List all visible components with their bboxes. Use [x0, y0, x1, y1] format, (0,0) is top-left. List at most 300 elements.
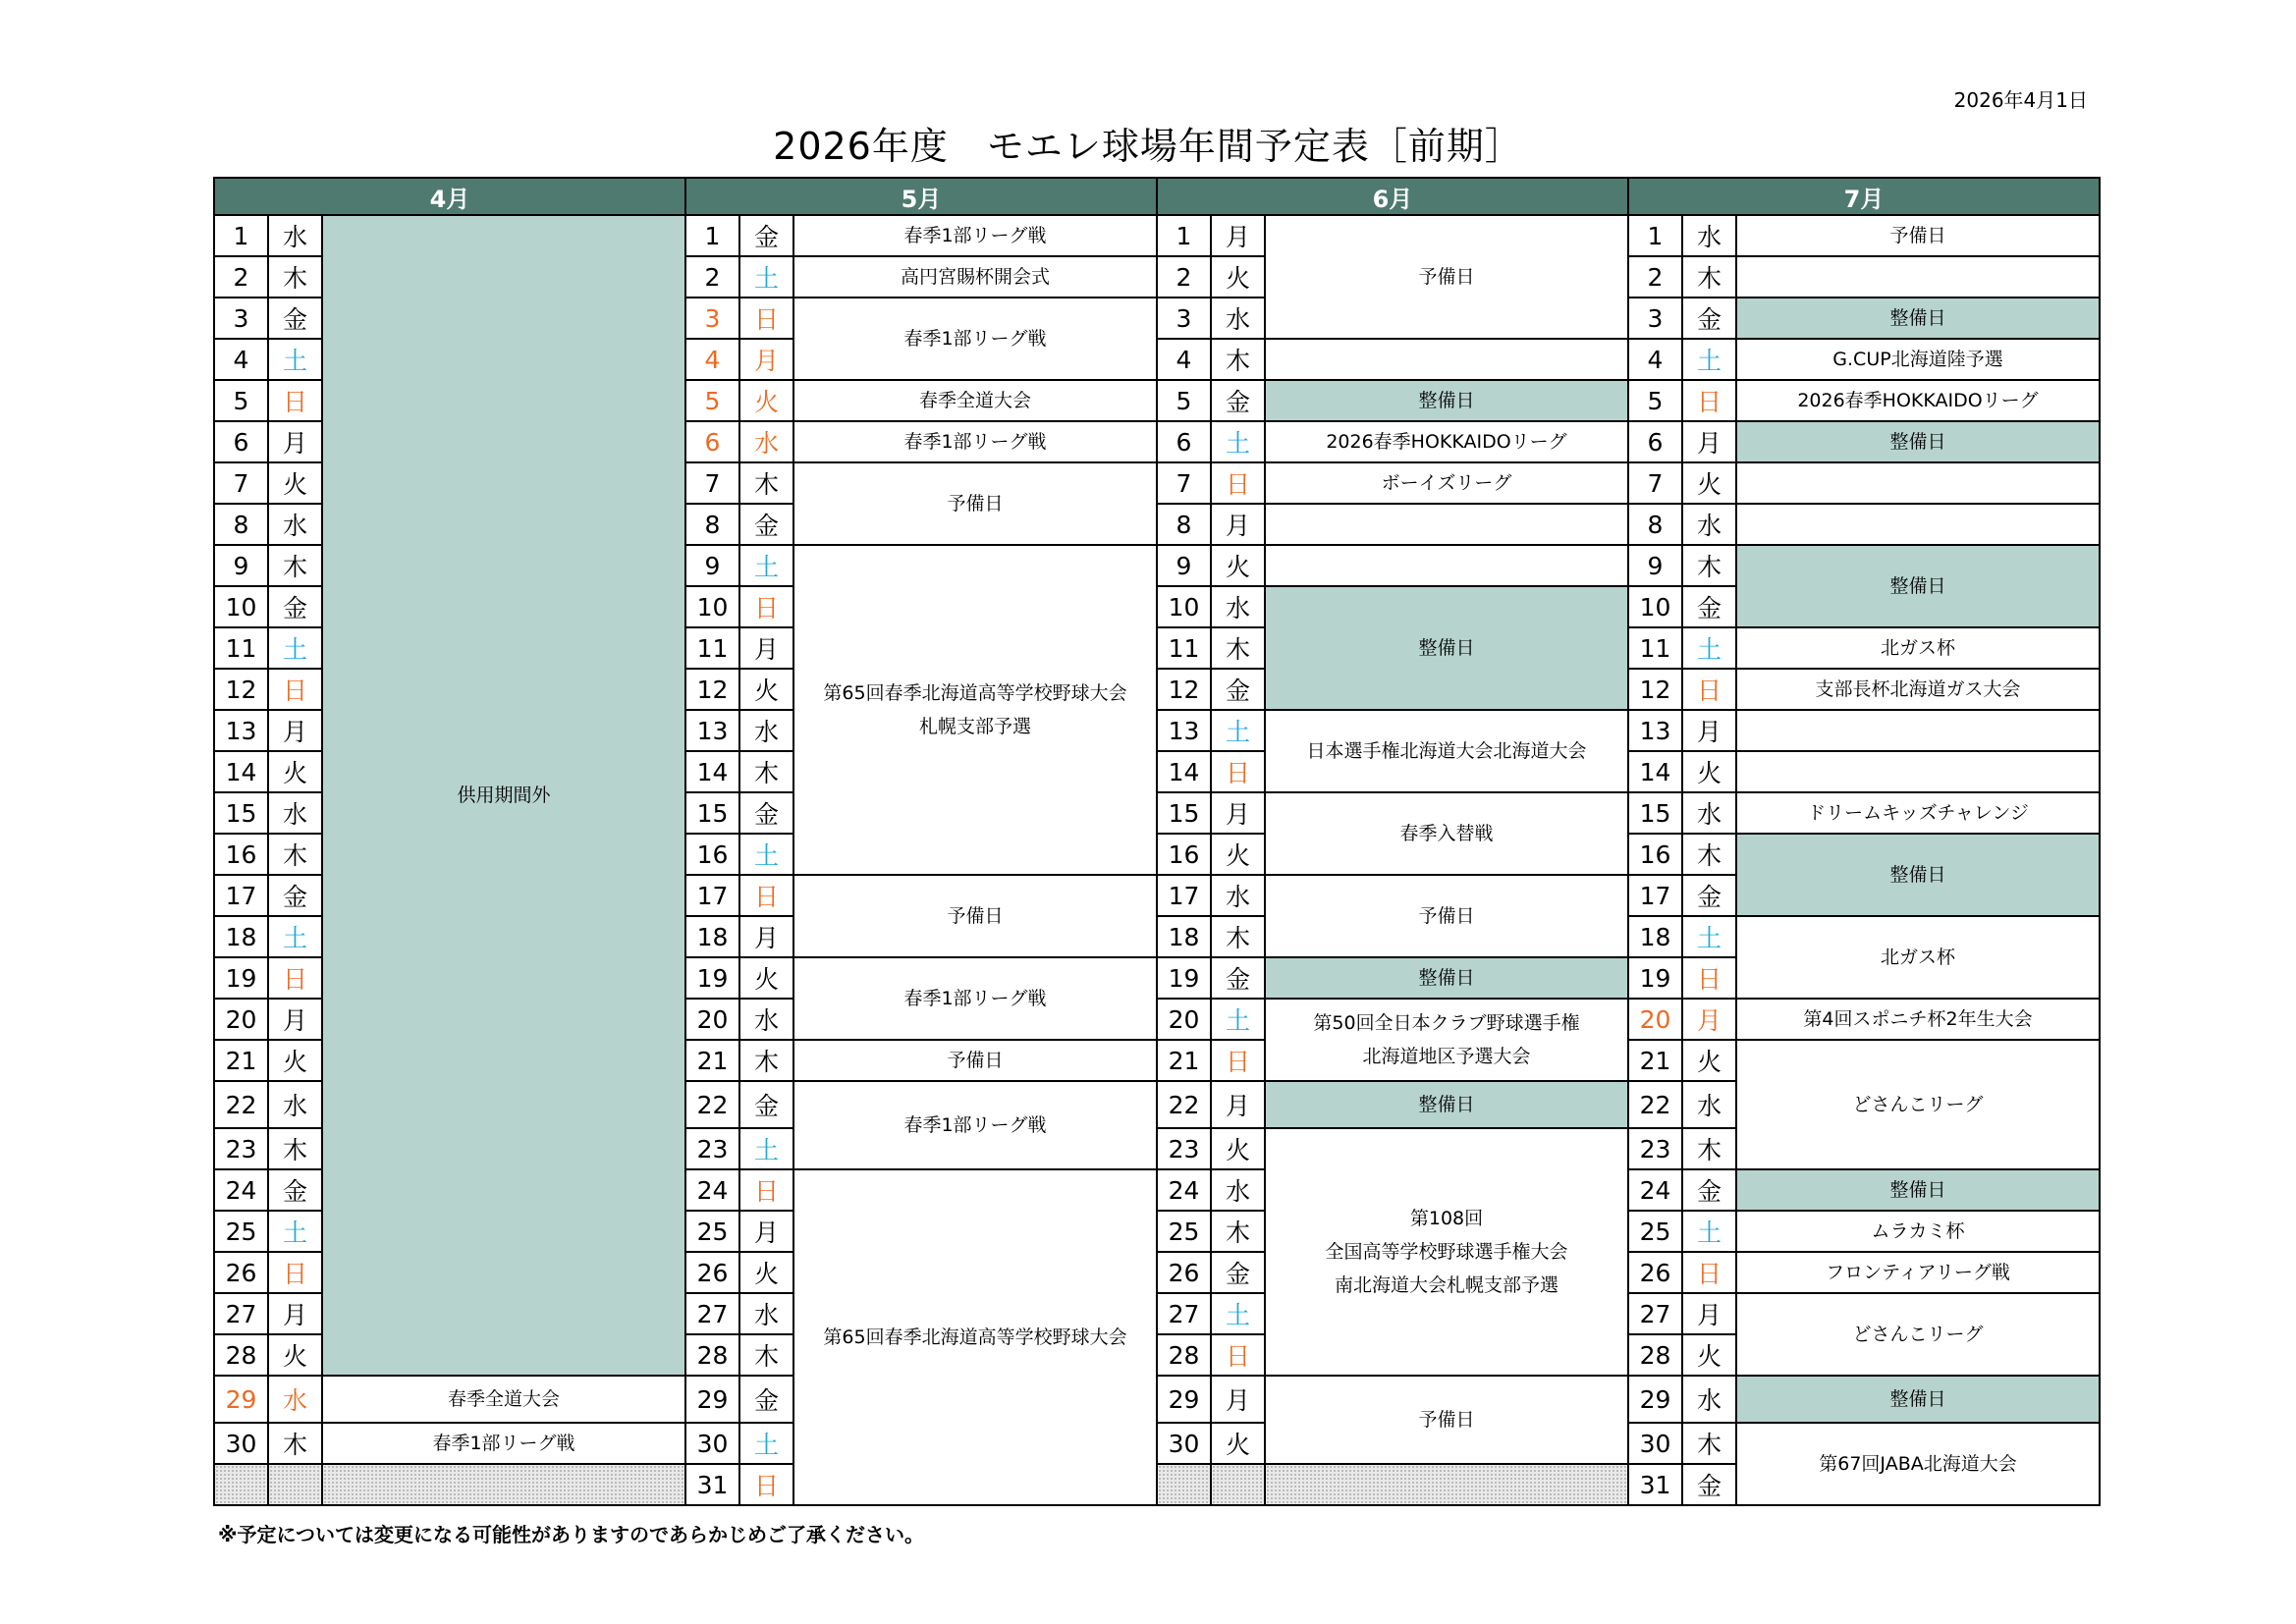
event-text: G.CUP北海道陸予選 — [1832, 349, 2003, 370]
date-cell-april: 20 — [214, 999, 268, 1040]
weekday-cell-may: 金 — [739, 215, 793, 256]
weekday-cell-june: 金 — [1211, 380, 1265, 421]
date-cell-june: 18 — [1157, 916, 1211, 957]
event-text: 整備日 — [1418, 1094, 1475, 1115]
weekday-cell-april: 日 — [268, 1252, 322, 1293]
weekday-cell-july: 水 — [1682, 1081, 1736, 1128]
event-text: 南北海道大会札幌支部予選 — [1334, 1274, 1558, 1296]
date-cell-may: 3 — [685, 298, 739, 339]
weekday-cell-july: 土 — [1682, 916, 1736, 957]
event-text: 春季入替戦 — [1399, 823, 1494, 844]
event-text: 全国高等学校野球選手権大会 — [1325, 1241, 1568, 1263]
date-cell-july: 1 — [1628, 215, 1682, 256]
event-cell-july — [1736, 256, 2100, 298]
weekday-cell-june: 金 — [1211, 669, 1265, 710]
event-text: 予備日 — [1889, 225, 1946, 246]
weekday-cell-april: 水 — [268, 215, 322, 256]
event-cell-may — [793, 957, 1157, 1040]
event-text: 春季1部リーグ戦 — [903, 328, 1047, 350]
weekday-cell-may: 火 — [739, 1252, 793, 1293]
weekday-cell-july: 日 — [1682, 1252, 1736, 1293]
weekday-cell-june: 日 — [1211, 751, 1265, 792]
weekday-cell-june — [1211, 1464, 1265, 1505]
event-text: 整備日 — [1889, 431, 1946, 453]
issue-date: 2026年4月1日 — [1953, 88, 2088, 112]
date-cell-april: 13 — [214, 710, 268, 751]
weekday-cell-july: 木 — [1682, 1423, 1736, 1464]
weekday-cell-june: 日 — [1211, 1334, 1265, 1376]
date-cell-may: 28 — [685, 1334, 739, 1376]
event-cell-june — [1265, 421, 1628, 462]
event-cell-july — [1736, 215, 2100, 256]
weekday-cell-june: 日 — [1211, 462, 1265, 504]
event-cell-july — [1736, 1376, 2100, 1423]
schedule-table — [213, 177, 2101, 1506]
weekday-cell-may: 日 — [739, 586, 793, 627]
event-cell-july — [1736, 751, 2100, 792]
date-cell-july: 19 — [1628, 957, 1682, 999]
weekday-cell-april: 日 — [268, 957, 322, 999]
weekday-cell-april: 火 — [268, 751, 322, 792]
weekday-cell-may: 水 — [739, 421, 793, 462]
date-cell-april: 15 — [214, 792, 268, 834]
date-cell-april: 30 — [214, 1423, 268, 1464]
event-text: 予備日 — [1418, 905, 1475, 927]
event-text: 支部長杯北海道ガス大会 — [1815, 678, 2021, 700]
event-text: 整備日 — [1418, 637, 1475, 659]
schedule-body — [214, 215, 2100, 1505]
weekday-cell-may: 日 — [739, 1169, 793, 1211]
weekday-cell-april: 木 — [268, 1423, 322, 1464]
date-cell-june: 21 — [1157, 1040, 1211, 1081]
date-cell-april: 5 — [214, 380, 268, 421]
weekday-cell-april: 月 — [268, 421, 322, 462]
date-cell-july: 6 — [1628, 421, 1682, 462]
date-cell-july: 23 — [1628, 1128, 1682, 1169]
event-text: 高円宮賜杯開会式 — [900, 266, 1050, 288]
event-text: 整備日 — [1889, 575, 1946, 597]
weekday-cell-may: 木 — [739, 751, 793, 792]
event-cell-june — [1265, 462, 1628, 504]
date-cell-july: 27 — [1628, 1293, 1682, 1334]
event-text: ムラカミ杯 — [1871, 1220, 1965, 1242]
event-cell-july — [1736, 462, 2100, 504]
date-cell-july: 26 — [1628, 1252, 1682, 1293]
event-cell-may — [793, 1169, 1157, 1505]
weekday-cell-april: 土 — [268, 627, 322, 669]
date-cell-april: 4 — [214, 339, 268, 380]
weekday-cell-july: 土 — [1682, 339, 1736, 380]
page-title: 2026年度 モエレ球場年間予定表［前期］ — [773, 125, 1523, 168]
date-cell-may: 9 — [685, 545, 739, 586]
weekday-cell-july: 日 — [1682, 957, 1736, 999]
weekday-cell-june: 月 — [1211, 1081, 1265, 1128]
date-cell-june: 10 — [1157, 586, 1211, 627]
date-cell-july: 3 — [1628, 298, 1682, 339]
event-cell-april — [322, 1423, 685, 1464]
date-cell-june: 11 — [1157, 627, 1211, 669]
date-cell-may: 12 — [685, 669, 739, 710]
weekday-cell-may: 金 — [739, 1081, 793, 1128]
month-header-june: 6月 — [1157, 178, 1628, 215]
date-cell-july: 4 — [1628, 339, 1682, 380]
date-cell-june — [1157, 1464, 1211, 1505]
event-text: どさんこリーグ — [1852, 1324, 1984, 1345]
date-cell-july: 30 — [1628, 1423, 1682, 1464]
event-cell-july — [1736, 1169, 2100, 1211]
date-cell-june: 4 — [1157, 339, 1211, 380]
weekday-cell-june: 土 — [1211, 710, 1265, 751]
event-text: 第67回JABA北海道大会 — [1819, 1453, 2017, 1475]
event-text: 整備日 — [1889, 307, 1946, 329]
event-text: 供用期間外 — [457, 785, 551, 806]
date-cell-july: 5 — [1628, 380, 1682, 421]
weekday-cell-april: 木 — [268, 1128, 322, 1169]
date-cell-june: 23 — [1157, 1128, 1211, 1169]
event-cell-may — [793, 215, 1157, 256]
weekday-cell-april: 水 — [268, 792, 322, 834]
event-text: 予備日 — [1418, 1409, 1475, 1431]
weekday-cell-july: 水 — [1682, 504, 1736, 545]
date-cell-april: 24 — [214, 1169, 268, 1211]
date-cell-april: 21 — [214, 1040, 268, 1081]
date-cell-july: 25 — [1628, 1211, 1682, 1252]
weekday-cell-june: 木 — [1211, 627, 1265, 669]
event-cell-june — [1265, 1128, 1628, 1376]
date-cell-april: 7 — [214, 462, 268, 504]
weekday-cell-june: 月 — [1211, 504, 1265, 545]
weekday-cell-july: 火 — [1682, 1334, 1736, 1376]
event-text: 春季1部リーグ戦 — [903, 431, 1047, 453]
event-text: 春季1部リーグ戦 — [903, 988, 1047, 1009]
date-cell-may: 14 — [685, 751, 739, 792]
event-cell-may — [793, 1081, 1157, 1169]
date-cell-may: 2 — [685, 256, 739, 298]
event-cell-may — [793, 256, 1157, 298]
weekday-cell-june: 火 — [1211, 834, 1265, 875]
event-cell-june — [1265, 1081, 1628, 1128]
weekday-cell-may: 日 — [739, 875, 793, 916]
date-cell-july: 11 — [1628, 627, 1682, 669]
event-cell-june — [1265, 1464, 1628, 1505]
date-cell-april: 10 — [214, 586, 268, 627]
weekday-cell-april: 金 — [268, 875, 322, 916]
weekday-cell-july: 月 — [1682, 1293, 1736, 1334]
weekday-cell-june: 火 — [1211, 256, 1265, 298]
weekday-cell-may: 月 — [739, 627, 793, 669]
weekday-cell-july: 日 — [1682, 669, 1736, 710]
weekday-cell-may: 木 — [739, 462, 793, 504]
table-row — [214, 1423, 2100, 1464]
date-cell-june: 25 — [1157, 1211, 1211, 1252]
weekday-cell-june: 火 — [1211, 1423, 1265, 1464]
weekday-cell-may: 月 — [739, 339, 793, 380]
weekday-cell-april: 木 — [268, 256, 322, 298]
date-cell-june: 3 — [1157, 298, 1211, 339]
date-cell-july: 9 — [1628, 545, 1682, 586]
weekday-cell-april: 月 — [268, 1293, 322, 1334]
weekday-cell-april: 火 — [268, 1334, 322, 1376]
weekday-cell-april: 月 — [268, 710, 322, 751]
weekday-cell-may: 土 — [739, 1128, 793, 1169]
event-text: 整備日 — [1418, 390, 1475, 411]
date-cell-july: 18 — [1628, 916, 1682, 957]
weekday-cell-july: 月 — [1682, 421, 1736, 462]
weekday-cell-april: 金 — [268, 586, 322, 627]
date-cell-april: 19 — [214, 957, 268, 999]
event-text: 整備日 — [1889, 1179, 1946, 1201]
event-cell-april — [322, 1464, 685, 1505]
date-cell-april: 3 — [214, 298, 268, 339]
event-cell-june — [1265, 875, 1628, 957]
date-cell-june: 19 — [1157, 957, 1211, 999]
weekday-cell-april: 土 — [268, 916, 322, 957]
date-cell-june: 1 — [1157, 215, 1211, 256]
weekday-cell-april: 火 — [268, 462, 322, 504]
date-cell-april: 18 — [214, 916, 268, 957]
date-cell-june: 5 — [1157, 380, 1211, 421]
event-cell-may — [793, 298, 1157, 380]
date-cell-july: 7 — [1628, 462, 1682, 504]
date-cell-may: 13 — [685, 710, 739, 751]
event-text: ドリームキッズチャレンジ — [1807, 802, 2029, 824]
date-cell-july: 16 — [1628, 834, 1682, 875]
event-cell-june — [1265, 339, 1628, 380]
date-cell-may: 15 — [685, 792, 739, 834]
weekday-cell-july: 木 — [1682, 545, 1736, 586]
weekday-cell-may: 水 — [739, 999, 793, 1040]
weekday-cell-may: 水 — [739, 710, 793, 751]
weekday-cell-may: 金 — [739, 504, 793, 545]
date-cell-may: 16 — [685, 834, 739, 875]
date-cell-june: 6 — [1157, 421, 1211, 462]
event-cell-july — [1736, 710, 2100, 751]
event-cell-may — [793, 875, 1157, 957]
date-cell-july: 21 — [1628, 1040, 1682, 1081]
event-cell-july — [1736, 999, 2100, 1040]
date-cell-july: 12 — [1628, 669, 1682, 710]
date-cell-may: 8 — [685, 504, 739, 545]
weekday-cell-april: 火 — [268, 1040, 322, 1081]
date-cell-july: 31 — [1628, 1464, 1682, 1505]
event-text: 北ガス杯 — [1880, 947, 1955, 968]
weekday-cell-may: 水 — [739, 1293, 793, 1334]
date-cell-july: 10 — [1628, 586, 1682, 627]
weekday-cell-may: 月 — [739, 1211, 793, 1252]
weekday-cell-april: 日 — [268, 380, 322, 421]
date-cell-june: 14 — [1157, 751, 1211, 792]
weekday-cell-april: 水 — [268, 504, 322, 545]
weekday-cell-july: 木 — [1682, 1128, 1736, 1169]
weekday-cell-july: 金 — [1682, 298, 1736, 339]
date-cell-june: 20 — [1157, 999, 1211, 1040]
date-cell-june: 26 — [1157, 1252, 1211, 1293]
date-cell-april: 27 — [214, 1293, 268, 1334]
event-cell-may — [793, 545, 1157, 875]
date-cell-july: 24 — [1628, 1169, 1682, 1211]
date-cell-april: 9 — [214, 545, 268, 586]
date-cell-april: 11 — [214, 627, 268, 669]
weekday-cell-april: 水 — [268, 1081, 322, 1128]
event-text: 第4回スポニチ杯2年生大会 — [1803, 1008, 2033, 1030]
event-cell-june — [1265, 792, 1628, 875]
weekday-cell-may: 金 — [739, 1376, 793, 1423]
date-cell-june: 27 — [1157, 1293, 1211, 1334]
event-cell-may — [793, 462, 1157, 545]
weekday-cell-may: 日 — [739, 298, 793, 339]
date-cell-april: 14 — [214, 751, 268, 792]
event-cell-june — [1265, 586, 1628, 710]
date-cell-july: 22 — [1628, 1081, 1682, 1128]
weekday-cell-may: 日 — [739, 1464, 793, 1505]
event-cell-july — [1736, 916, 2100, 999]
weekday-cell-july: 金 — [1682, 1464, 1736, 1505]
weekday-cell-june: 月 — [1211, 1376, 1265, 1423]
weekday-cell-july: 金 — [1682, 875, 1736, 916]
date-cell-april: 25 — [214, 1211, 268, 1252]
event-cell-july — [1736, 834, 2100, 916]
date-cell-april: 22 — [214, 1081, 268, 1128]
event-cell-july — [1736, 1040, 2100, 1169]
date-cell-july: 14 — [1628, 751, 1682, 792]
date-cell-april: 26 — [214, 1252, 268, 1293]
weekday-cell-may: 土 — [739, 834, 793, 875]
date-cell-may: 11 — [685, 627, 739, 669]
event-cell-july — [1736, 1293, 2100, 1376]
date-cell-may: 23 — [685, 1128, 739, 1169]
event-text: 整備日 — [1418, 967, 1475, 989]
table-row — [214, 1376, 2100, 1423]
weekday-cell-june: 火 — [1211, 545, 1265, 586]
weekday-cell-july: 土 — [1682, 1211, 1736, 1252]
event-text: 2026春季HOKKAIDOリーグ — [1797, 390, 2039, 411]
weekday-cell-july: 水 — [1682, 1376, 1736, 1423]
date-cell-july: 28 — [1628, 1334, 1682, 1376]
date-cell-june: 17 — [1157, 875, 1211, 916]
event-cell-june — [1265, 1376, 1628, 1464]
date-cell-may: 20 — [685, 999, 739, 1040]
weekday-cell-may: 土 — [739, 256, 793, 298]
date-cell-may: 29 — [685, 1376, 739, 1423]
event-text: 第50回全日本クラブ野球選手権 — [1313, 1012, 1580, 1034]
event-text: 第65回春季北海道高等学校野球大会 — [823, 1326, 1127, 1348]
weekday-cell-june: 金 — [1211, 1252, 1265, 1293]
event-text: 2026春季HOKKAIDOリーグ — [1326, 431, 1567, 453]
event-cell-june — [1265, 957, 1628, 999]
weekday-cell-june: 木 — [1211, 1211, 1265, 1252]
weekday-cell-april: 日 — [268, 669, 322, 710]
date-cell-may: 6 — [685, 421, 739, 462]
weekday-cell-july: 土 — [1682, 627, 1736, 669]
date-cell-july: 8 — [1628, 504, 1682, 545]
weekday-cell-june: 水 — [1211, 586, 1265, 627]
date-cell-june: 2 — [1157, 256, 1211, 298]
weekday-cell-july: 金 — [1682, 1169, 1736, 1211]
event-text: 予備日 — [947, 493, 1004, 514]
weekday-cell-may: 木 — [739, 1040, 793, 1081]
event-cell-july — [1736, 380, 2100, 421]
event-text: 予備日 — [947, 905, 1004, 927]
date-cell-july: 17 — [1628, 875, 1682, 916]
date-cell-may: 24 — [685, 1169, 739, 1211]
date-cell-june: 8 — [1157, 504, 1211, 545]
date-cell-june: 22 — [1157, 1081, 1211, 1128]
event-cell-may — [793, 1040, 1157, 1081]
weekday-cell-june: 火 — [1211, 1128, 1265, 1169]
weekday-cell-april: 月 — [268, 999, 322, 1040]
date-cell-may: 4 — [685, 339, 739, 380]
event-text: 春季全道大会 — [447, 1388, 560, 1410]
date-cell-may: 1 — [685, 215, 739, 256]
event-cell-july — [1736, 1423, 2100, 1505]
date-cell-july: 29 — [1628, 1376, 1682, 1423]
date-cell-july: 15 — [1628, 792, 1682, 834]
weekday-cell-june: 月 — [1211, 215, 1265, 256]
weekday-cell-may: 火 — [739, 380, 793, 421]
date-cell-june: 16 — [1157, 834, 1211, 875]
event-cell-april — [322, 1376, 685, 1423]
event-cell-june — [1265, 545, 1628, 586]
weekday-cell-july: 火 — [1682, 462, 1736, 504]
weekday-cell-june: 金 — [1211, 957, 1265, 999]
event-cell-june — [1265, 999, 1628, 1081]
weekday-cell-may: 金 — [739, 792, 793, 834]
date-cell-june: 24 — [1157, 1169, 1211, 1211]
event-text: 春季1部リーグ戦 — [432, 1433, 575, 1454]
date-cell-may: 19 — [685, 957, 739, 999]
date-cell-june: 30 — [1157, 1423, 1211, 1464]
month-header-july: 7月 — [1628, 178, 2100, 215]
date-cell-may: 10 — [685, 586, 739, 627]
date-cell-april: 29 — [214, 1376, 268, 1423]
date-cell-july: 2 — [1628, 256, 1682, 298]
weekday-cell-may: 土 — [739, 545, 793, 586]
date-cell-june: 13 — [1157, 710, 1211, 751]
date-cell-june: 28 — [1157, 1334, 1211, 1376]
date-cell-may: 17 — [685, 875, 739, 916]
date-cell-may: 30 — [685, 1423, 739, 1464]
event-cell-may — [793, 421, 1157, 462]
weekday-cell-april: 金 — [268, 298, 322, 339]
event-text: 整備日 — [1889, 1388, 1946, 1410]
date-cell-april: 2 — [214, 256, 268, 298]
date-cell-june: 29 — [1157, 1376, 1211, 1423]
event-cell-july — [1736, 421, 2100, 462]
date-cell-april: 6 — [214, 421, 268, 462]
event-cell-april — [322, 215, 685, 1376]
date-cell-july: 13 — [1628, 710, 1682, 751]
weekday-cell-april: 木 — [268, 545, 322, 586]
weekday-cell-july: 月 — [1682, 710, 1736, 751]
weekday-cell-may: 月 — [739, 916, 793, 957]
event-cell-june — [1265, 504, 1628, 545]
event-cell-june — [1265, 380, 1628, 421]
date-cell-may: 22 — [685, 1081, 739, 1128]
date-cell-june: 12 — [1157, 669, 1211, 710]
date-cell-april: 8 — [214, 504, 268, 545]
event-text: 日本選手権北海道大会北海道大会 — [1306, 740, 1587, 762]
weekday-cell-july: 火 — [1682, 1040, 1736, 1081]
event-cell-june — [1265, 710, 1628, 792]
date-cell-june: 15 — [1157, 792, 1211, 834]
weekday-cell-july: 月 — [1682, 999, 1736, 1040]
date-cell-may: 27 — [685, 1293, 739, 1334]
weekday-cell-july: 木 — [1682, 834, 1736, 875]
weekday-cell-april — [268, 1464, 322, 1505]
date-cell-april: 23 — [214, 1128, 268, 1169]
weekday-cell-april: 水 — [268, 1376, 322, 1423]
date-cell-april: 28 — [214, 1334, 268, 1376]
